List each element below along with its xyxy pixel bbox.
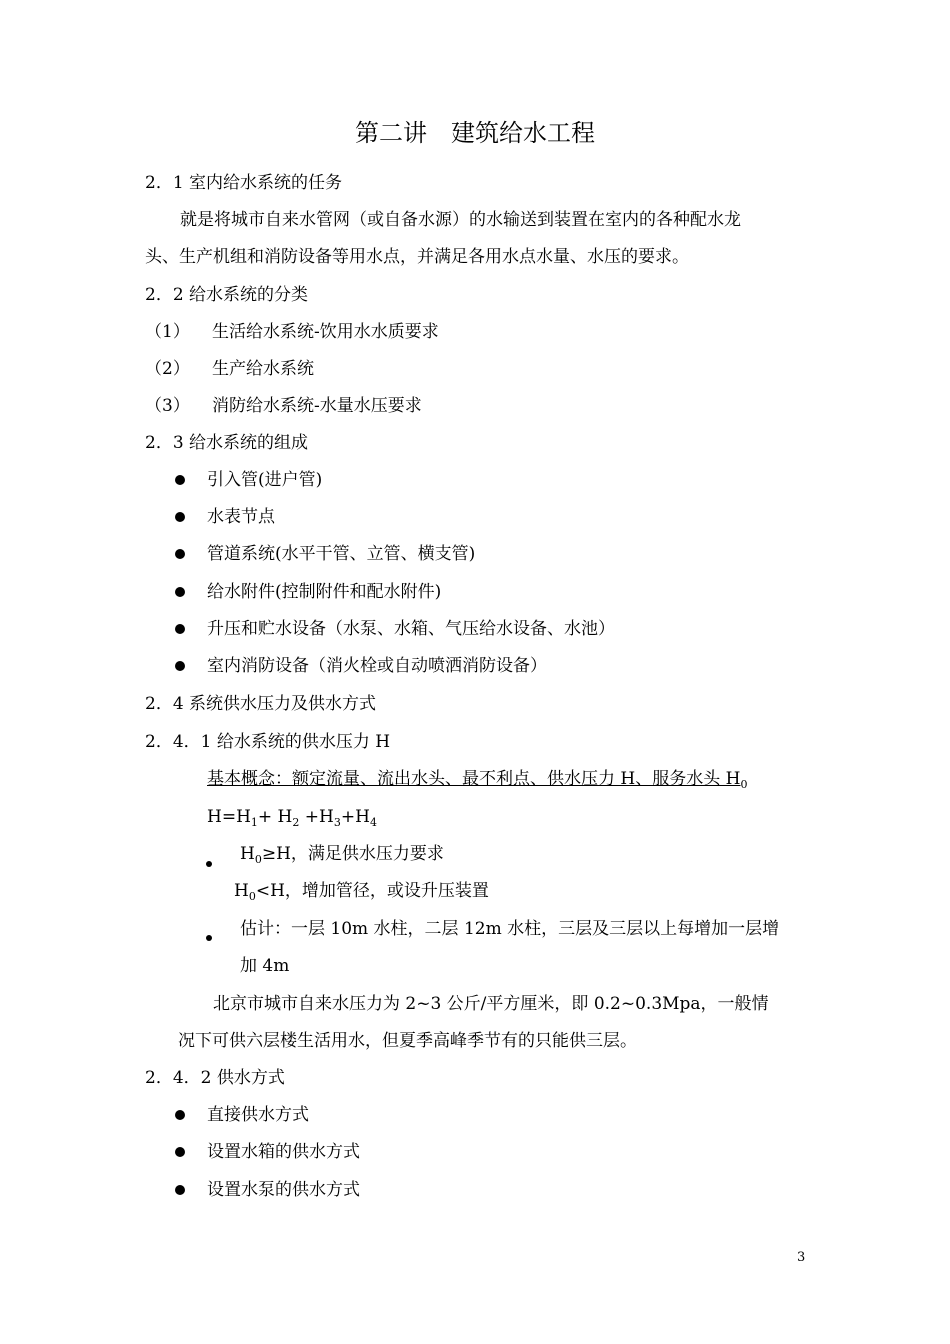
bullet-icon xyxy=(206,861,212,867)
condition-subscript: 0 xyxy=(248,890,256,903)
formula-subscript: 2 xyxy=(292,816,300,829)
section-2-1-paragraph-line2: 头、生产机组和消防设备等用水点，并满足各用水点水量、水压的要求。 xyxy=(145,247,689,267)
section-2-4-2-heading: 2．4．2 供水方式 xyxy=(145,1068,285,1088)
condition-h: H xyxy=(234,881,249,901)
page-title: 第二讲 建筑给水工程 xyxy=(355,119,595,147)
beijing-pressure-line1: 北京市城市自来水压力为 2~3 公斤/平方厘米，即 0.2~0.3Mpa，一般情 xyxy=(213,994,769,1014)
component-item: 升压和贮水设备（水泵、水箱、气压给水设备、水池） xyxy=(207,619,615,639)
supply-method-item: 设置水箱的供水方式 xyxy=(207,1142,360,1162)
bullet-icon xyxy=(175,512,185,522)
section-2-2-heading: 2．2 给水系统的分类 xyxy=(145,285,309,305)
section-2-4-1-heading: 2．4．1 给水系统的供水压力 H xyxy=(145,732,391,752)
estimate-line1: 估计：一层 10m 水柱，二层 12m 水柱，三层及三层以上每增加一层增 xyxy=(240,919,780,939)
section-2-4-heading: 2．4 系统供水压力及供水方式 xyxy=(145,694,377,714)
bullet-icon xyxy=(175,549,185,559)
pressure-formula xyxy=(207,806,377,828)
formula-subscript: 4 xyxy=(369,816,377,829)
bullet-icon xyxy=(175,1185,185,1195)
bullet-icon xyxy=(175,1110,185,1120)
condition-subscript: 0 xyxy=(254,853,262,866)
formula-part: + H xyxy=(257,807,293,827)
component-item: 管道系统(水平干管、立管、横支管) xyxy=(207,544,476,564)
beijing-pressure-line2: 况下可供六层楼生活用水，但夏季高峰季节有的只能供三层。 xyxy=(178,1031,637,1051)
bullet-icon xyxy=(175,661,185,671)
condition-text: <H，增加管径，或设升压装置 xyxy=(255,881,489,901)
component-item: 水表节点 xyxy=(207,507,275,527)
bullet-icon xyxy=(175,624,185,634)
classification-item-1-number: （1） xyxy=(145,322,190,342)
component-item: 给水附件(控制附件和配水附件) xyxy=(207,582,442,602)
classification-item-2-text: 生产给水系统 xyxy=(212,359,314,379)
classification-item-3-number: （3） xyxy=(145,396,190,416)
supply-method-item: 直接供水方式 xyxy=(207,1105,309,1125)
formula-subscript: 1 xyxy=(250,816,258,829)
condition-text: ≥H，满足供水压力要求 xyxy=(261,844,444,864)
section-2-1-heading: 2．1 室内给水系统的任务 xyxy=(145,173,343,193)
classification-item-3-text: 消防给水系统-水量水压要求 xyxy=(212,396,422,416)
classification-item-1-text: 生活给水系统-饮用水水质要求 xyxy=(212,322,439,342)
formula-subscript: 3 xyxy=(333,816,341,829)
classification-item-2-number: （2） xyxy=(145,359,190,379)
page-number: 3 xyxy=(797,1250,806,1265)
section-2-3-heading: 2．3 给水系统的组成 xyxy=(145,433,309,453)
bullet-icon xyxy=(206,935,212,941)
bullet-icon xyxy=(175,587,185,597)
condition-h: H xyxy=(240,844,255,864)
component-item: 引入管(进户管) xyxy=(207,470,323,490)
condition-sufficient xyxy=(240,843,444,865)
formula-part: +H xyxy=(299,807,334,827)
formula-part: +H xyxy=(340,807,370,827)
basic-concepts-subscript: 0 xyxy=(740,778,748,791)
condition-insufficient xyxy=(234,880,489,902)
estimate-line2: 加 4m xyxy=(240,956,290,976)
component-item: 室内消防设备（消火栓或自动喷洒消防设备） xyxy=(207,656,547,676)
bullet-icon xyxy=(175,475,185,485)
section-2-1-paragraph-line1: 就是将城市自来水管网（或自备水源）的水输送到装置在室内的各种配水龙 xyxy=(180,210,741,230)
basic-concepts-text: 基本概念：额定流量、流出水头、最不利点、供水压力 H、服务水头 H xyxy=(207,769,741,789)
bullet-icon xyxy=(175,1147,185,1157)
formula-part: H=H xyxy=(207,807,251,827)
basic-concepts-line xyxy=(207,768,747,790)
supply-method-item: 设置水泵的供水方式 xyxy=(207,1180,360,1200)
